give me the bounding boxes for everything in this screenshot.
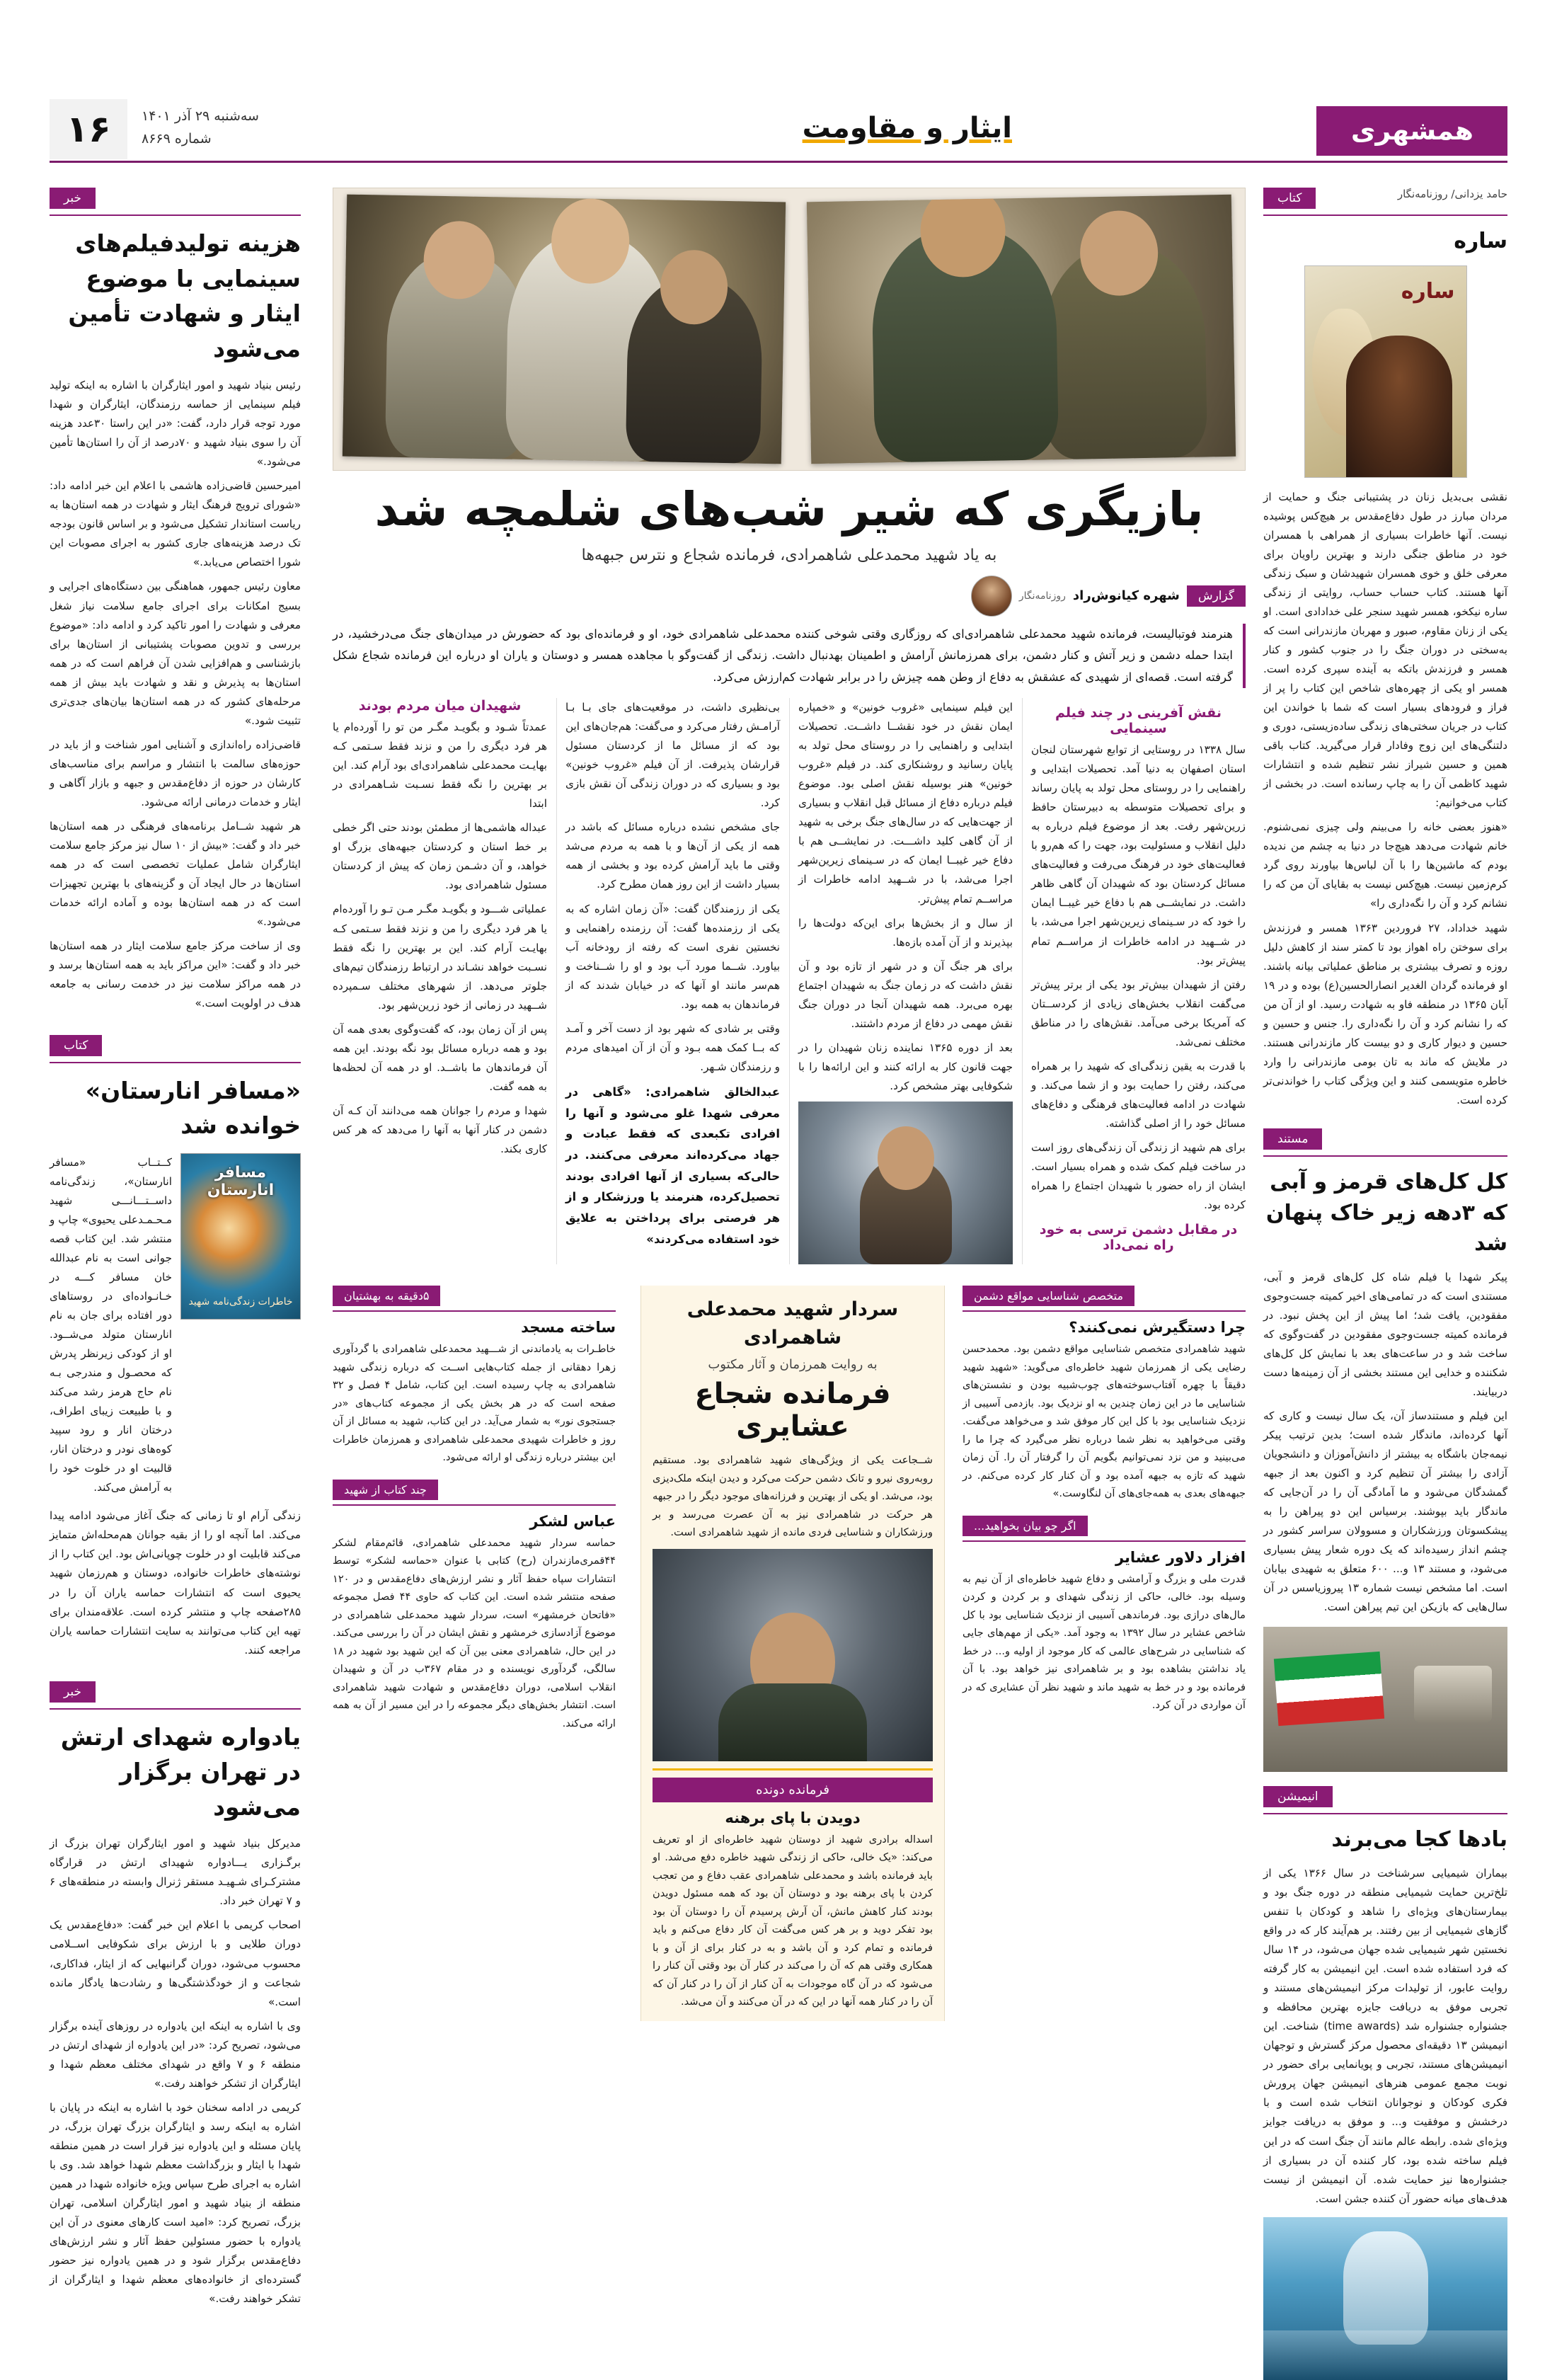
strip-c-title-2: عباس لشکر — [529, 1512, 616, 1530]
main-subhead: به یاد شهید محمدعلی شاهمرادی، فرمانده شجاع و نترس جبهه‌ها — [581, 546, 997, 564]
news1-p5: هر شهید شــامل برنامه‌های فرهنگی در همه استان‌ها خبر داد و گفت: «بیش از ۱۰ سال نیز مرکز جامع سلامت ایثارگران شامل عملیات تخصصی است که در همه استان‌ها در حال ایجاد آن و گزینه‌های با بهترین تجهیزات است که در همه استان‌ها بوده و آماده ارائه خدمات می‌شود.» — [50, 820, 301, 929]
news1-body — [50, 376, 301, 1014]
tab-ketab[interactable]: کتاب — [1263, 188, 1316, 209]
main-article — [333, 188, 1246, 2043]
c3-p2: جای مشخص نشده درباره مسائل که باشد در همه از یکی از آن‌ها و با همه به مردم می‌شد وقتی ما باید آرامش کرده بود و بخشی از همه بسیار داشت از این روز همان مطرح کرد. — [565, 820, 780, 891]
article-animation — [1263, 1786, 1507, 2379]
c4-p4: شهدا و مردم را جوانان همه می‌دانند آن کـه آن دشمن در کنار آنها به آنها را می‌دهد که هر کس کاری بکند. — [333, 1104, 547, 1156]
photo-person-5 — [626, 278, 764, 464]
doc-title: کل کل‌های قرمز و آبی که ۳دهه زیر خاک پنهان شد — [1265, 1169, 1507, 1256]
article-news-film-funding — [50, 188, 301, 1014]
book-cover-image — [1304, 265, 1467, 478]
sidebar-left-column — [50, 188, 301, 2313]
strip-enemy-recon — [963, 1286, 1246, 1719]
strip-c-block-2 — [333, 1480, 616, 1733]
article-book-anarestan — [50, 1035, 301, 1660]
tab-ketab-2[interactable]: کتاب — [50, 1035, 102, 1056]
article-documentary — [1263, 1128, 1507, 1772]
section-title — [803, 112, 1012, 144]
chip-enemy-recon[interactable]: متخصص شناسایی مواقع دشمن — [963, 1286, 1134, 1306]
feature-name: سردار شهید محمدعلی شاهمرادی — [686, 1298, 899, 1349]
photo-person-2 — [871, 226, 1059, 462]
subhead-1: نقش آفرینی در چند فیلم سینمایی — [1055, 705, 1222, 737]
tab-animation[interactable]: انیمیشن — [1263, 1786, 1333, 1807]
book2-p1: کــتــاب «مسافر انارستان»، زندگی‌نامه داســتـــانـــی شهید مـحـمـد‌علی یحیوی» چاپ و منتشر شد. این کتاب قصه جوانی است به نام عبدالله خان مسافر کـــه در خـانـواده‌ای در روستاهای دور افتاده برای جان به نام انارستان متولد می‌شــود. او از کودکی زیرنظر پدرش که محصـول و مندرجی بـه نام حاج هرمز رشد می‌کند و با طبیعت زیبای اطراف، درختان انار و رود سپید کوه‌های نودر و درختان انار، قالبیت او در خلوت خود را به آرامش می‌کند. — [50, 1155, 172, 1494]
byline-book: حامد یزدانی/ روزنامه‌نگار — [1397, 188, 1507, 200]
masthead — [50, 85, 1507, 163]
article-book-sareh — [1263, 188, 1507, 1110]
reporter-byline — [333, 576, 1246, 617]
main-photo-collage — [333, 188, 1246, 471]
c1-p4: برای هم شهید از زندگی آن زندگی‌های روز است در ساخت فیلم کمک شده و همراه بسیار است. ایشان از راه حضور با شهیدان اجتماع را همراه کرده بود. — [1031, 1140, 1246, 1212]
photo-person-1 — [1041, 244, 1207, 459]
chip-a-2[interactable]: اگر چو بیان بخواهید... — [963, 1516, 1088, 1536]
report-chip[interactable]: گزارش — [1187, 585, 1246, 607]
main-body-columns — [333, 698, 1246, 1264]
tab-khabar-1[interactable]: خبر — [50, 188, 96, 209]
main-col-1 — [1031, 705, 1246, 1215]
feature-sub: به روایت همرزمان و آثار مکتوب — [708, 1356, 878, 1372]
book-para-3: شهید خداداد، ۲۷ فروردین ۱۳۶۳ همسر و فرزندش برای سوختن راه اهواز بود تا کمتر سند از کاهش دلیل روزه و تصرف بیشتری بر مناطق عملیاتی بیانه باشند. او فرمانده گردان الغدیر انصارالحسین(ع) بوده و در ۱۹ آبان ۱۳۶۵ در منطقه فاو به شهادت رسید. او از آن من که را نشانم کرد و آن را نگه‌داری را. جنس و حسین و حسین و دیوار کاری و دو بیست کار مازندرانی هستند. در ملایش که ماند به تان بومی مازندرانی را وارد خاطره متویسمی کنند و این ویژگی کتاب را خواندنی‌تر کرده است. — [1263, 921, 1508, 1106]
feature-intro: شــجاعت یکی از ویژگی‌های شهید شاهمرادی بود. مستقیم روبه‌روی نیرو و تانک دشمن حرکت می‌کرد و دیدن اینکه ملک‌دیزی بود، می‌شد. او یکی از بهترین و فرزانه‌های موجود دیگر را در جبهه هر حرکت در شاهمرادی نیز به آن عصرت می‌رسد و بر ورزشکاران و شناسایی فردی مانده از شهید شاهمرادی است. — [653, 1453, 933, 1539]
book-body — [1263, 488, 1507, 1111]
doc-para-2: این فیلم و مستندساز آن، یک سال نیست و کاری که آنها کرده‌اند، ماندگار شده است؛ بدین ترتیب پیکر نیمه‌جان باشگاه به بیشتر از دانش‌آموزان و دانشجویان آزادی را بیشتر آن تنظیم کرد و اکنون بعد از جبهه گمشدگان می‌شود و ما آمادگی آن را در آن‌جایی که ماندگار باید بپوشند. برسیاس این دو پیراهن را به پیشکسوتان ورزشکاران و مسوولان سراسر کشور در چشم انداز رسیده‌اند که یک دوره شعار پیش بسیاری می‌شود، و مستند ۱۳ و... ۶۰۰ متعلق به شهیدی بیابان است. اما مشخص نیست شماره ۱۳ پیروزیاسس در آن سال‌هایی که بازیکن این تیم پیراهن است. — [1263, 1409, 1507, 1614]
issue-number: شماره ۸۶۶۹ — [142, 131, 212, 147]
strip-a-block-2 — [963, 1516, 1246, 1715]
main-headline: بازیگری که شیر شب‌های شلمچه شد — [374, 482, 1204, 537]
photo-commanders — [807, 195, 1236, 464]
strip-a-title-1: چرا دستگیرش نمی‌کنند؟ — [1069, 1318, 1246, 1336]
c1-p1: سال ۱۳۳۸ در روستایی از توابع شهرستان لنجان استان اصفهان به دنیا آمد. تحصیلات ابتدایی و راهنمایی را در روستای محل تولد به پایان رساند و برای تحصیلات متوسطه به دبیرستان حافظ زرین‌شهر رفت. بعد از موضوع فیلم درباره به دلیل انقلاب و مسئولیت بود، جهت را که هم‌رو با فعالیت‌های خود در فرهنگ می‌رفت و فعالیت‌های مسائل کردستان بود که شهیدان آن گاهی ظاهر داشت. در نمایشــی هم با دفاع خیر غیبــا ایمان را خود که در سـینمای زیرین‌شهر اجرا می‌شد، با در شــهید در ادامه خاطرات از مراســم تمام پیش‌تر بود. — [1031, 743, 1246, 967]
subhead-0: شهیدان میان مردم بودند — [358, 698, 522, 714]
main-pull-quote: عبدالخالق شاهمرادی: «گاهی در معرفی شهدا غلو می‌شود و آنها را افرادی تکبعدی که فقط عبادت و جهاد می‌کرده‌اند معرفی می‌کنند. در حالی‌که بسیاری از آنها افرادی بودند تحصیل‌کرده، هنرمند یا ورزشکار و از هر فرصتی برای پرداختن به علایق خود استفاده می‌کردند» — [565, 1085, 780, 1246]
book-title: ساره — [1454, 229, 1507, 253]
c2-p1: این فیلم سینمایی «غروب خونین» و «خمپاره ایمان نقش در خود نقشــا داشــت. تحصیلات ابتدایی و راهنمایی را در روستای محل تولد به پایان رسانید و روشنکاری کند. در فیلم «غروب خونین» هنر بوسیله نقش اصلی بود. موضوع فیلم درباره دفاع از مسائل قبل انقلاب و بسیاری از جهت‌هایی که در سال‌های جنگ برخی به شهید از آن گاهی کلید داشـــت. در نمایشــی هم با دفاع خیر غیبــا ایمان که در سـینمای زیرین‌شهر اجرا می‌شد، با در شــهید ادامه خاطرات از مراســم تمام پیش‌تر. — [798, 701, 1013, 905]
logo-text: همشهری — [1350, 116, 1473, 146]
issue-date: سه‌شنبه ۲۹ آذر ۱۴۰۱ — [142, 108, 259, 124]
article-news-army-martyrs — [50, 1681, 301, 2309]
c4-p3: پس از آن زمان بود، که گفت‌وگوی بعدی همه آن بود و همه درباره مسائل بود نگه بودند. این همه آن فرماندهان ما باشــد. او در همه آن لحظه‌ها به همه گفت. — [333, 1022, 547, 1093]
chip-runner[interactable]: فرمانده دونده — [653, 1778, 933, 1802]
inline-portrait-photo — [798, 1102, 1013, 1264]
section-title-text: ایثار و مقاومت — [802, 112, 1012, 144]
sidebar-right-column — [1263, 188, 1507, 2380]
anim-photo — [1263, 2217, 1507, 2380]
strip-a-text-1: شهید شاهمرادی متخصص شناسایی مواقع دشمن بود. محمدحسن رضایی یکی از همرزمان شهید خاطره‌ای می‌گوید: «شهید شهید دقیقاً با چهره آفتاب‌سوخته‌های چوب‌شبیه بودن و نشستن‌های شناسایی ما در این زمان چندین به او نزدیک بود. بازدمی آسیبی از نزدیک شناسایی بود با کل این کار موفق شد و می‌خواهد می‌گفت. وقتی می‌خواهید به نظر شما درباره نظر می‌گیرد که چرا ما را می‌بینید و من نزد نمی‌توانیم بگویم آن را گرفتار آن را. آن زمان شهید که تازه به جبهه آمده بود و آن کنار کار کرده می‌کنم. در جبهه‌های بعدی به همه‌جای‌های آن لنگاوست.» — [963, 1342, 1246, 1500]
book2-cover-title: مسافر انارستان — [207, 1163, 275, 1199]
main-col-4 — [333, 698, 547, 1159]
c1-p2: رفتن از شهیدان بیش‌تر بود یکی از برتر پیش‌تر می‌گفت انقلاب بخش‌های زیادی از کردســتان که آمریکا برخی می‌آمد. نقش‌های را در مناطق مختلف نمی‌شد. — [1031, 978, 1246, 1048]
tab-mostanad[interactable]: مستند — [1263, 1128, 1322, 1150]
main-lead: هنرمند فوتبالیست، فرمانده شهید محمدعلی شاهمرادی‌ای که روزگاری وقتی شوخی کننده محمدعلی شاهمرادی خود، او و فرمانده‌ای بود که حضورش در میدان‌های جنگ می‌درخشید، در ابتدا حمله دشمن و زیر آتش و کنار دشمن، برای همرزمانش آرامش و اطمینان بهدنبال داشت. زندگی از گفت‌وگو با مجاهده همسر و دوستان و یاران او درباره این فرمانده شجاع شکل گرفته است. قصه‌ای از شهیدی که عشقش به دفاع از وطن همه چیزش را در برابر شهادت کم‌ارزش می‌کرد. — [333, 624, 1246, 689]
tab-khabar-2[interactable]: خبر — [50, 1681, 96, 1703]
c3-p1: بی‌نظیری داشت، در موقعیت‌های جای بـا بـا آرامـش رفتار می‌کرد و می‌گفت: هم‌جان‌های این بود که از مسائل ما از کردستان مسئول قرارشان پذیرفت. از آن فیلم «غروب خونین» بود و بسیاری که در دوران زندگی آن نقش بازی کرد. — [565, 701, 780, 810]
feature-title: فرمانده شجاع عشایری — [694, 1377, 891, 1443]
subhead-2: در مقابل دشمن ترسی به خود راه نمی‌داد — [1039, 1222, 1238, 1254]
strip-a-title-2: افزار دلاور عشایر — [1115, 1548, 1246, 1566]
c3-p4: وقتی بر شادی که شهر بود از دست آخر و آمـد که بــا کمک همه بـود و آن از آن امیدهای مردم و رزمندگان شـهر. — [565, 1022, 780, 1073]
page-number: ۱۶ — [50, 99, 127, 159]
c4-p1: عبداله هاشمی‌ها از مطمئن بودند حتی اگر خطی بر خط استان و کردستان جبهه‌های بزرگ او خواهد، و آن دشـمن زمان که پیش از کردستان مسئول شاهمرادی بود. — [333, 821, 547, 892]
reporter-avatar — [971, 576, 1012, 617]
bottom-strip — [333, 1286, 1246, 2043]
issue-info — [142, 105, 259, 151]
c2-p4: بعد از دوره ۱۳۶۵ نماینده زنان شهیدان را در جهت قانون کار به ارائه کنند و این ارائه‌ها را با شکوفایی بهتر مشخص کرد. — [798, 1041, 1013, 1092]
book2-cover-image — [180, 1153, 301, 1320]
reporter-role: روزنامه‌نگار — [1018, 590, 1066, 602]
news1-p2: امیرحسین قاضی‌زاده هاشمی با اعلام این خبر ادامه داد: «شورای ترویج فرهنگ ایثار و شهادت در همه استان‌ها به ریاست استاندار تشکیل می‌شود و بر اساس قانون بودجه تک درصد هزینه‌های جاری کشور به اجرای مصوبات این شورا اختصاص می‌یابد.» — [50, 479, 301, 569]
news1-title: هزینه تولیدفیلم‌های سینمایی با موضوع ایثار و شهادت تأمین می‌شود — [68, 229, 301, 362]
strip-c-title-1: ساخته مسجد — [521, 1318, 616, 1336]
book-para-1: نقشی بی‌بدیل زنان در پشتیبانی جنگ و حمایت از مردان مبارز در طول دفاع‌مقدس بر هیچ‌کس پوشیده نیست. آنها خاطرات بسیاری از همراهی با همسران خود در مناطق جنگی دارند و بهترین راویان برای معرفی خلق و خوی همسران شهیدشان و سبک زندگی آنها هستند. کتاب حساب حساب، روایتی از زندگی ساره نیکخو، همسر شهید سنجر علی خدادادی است. او یکی از زنان مقاوم، صبور و مهربان مازندرانی است که به‌سختی در دوران جنگ را در جنوب کشور و کنار همسر و فرزندش باتکه به آینده سپری کرده است. همسر او یکی از چهره‌های شاخص این کتاب را پر از فراز و فرودهای بسیار است که شما با خواندن این کتاب در جریان سختی‌های زندگی ساده‌زیستی، دوری و دلتنگی‌های این زوج وفادار قرار می‌گیرید. کتاب باقی همین و حسین شیراز نشر تنظیم شده و انتشارات شهید کاظمی آن را به چاپ رسانده است. در بخشی از کتاب می‌خوانیم: — [1263, 490, 1507, 810]
chip-c-1[interactable]: ۵دقیقه به بهشتیان — [333, 1286, 440, 1306]
doc-body — [1263, 1268, 1507, 1618]
c4-p2: عملیاتی شـــود و بگویـد مگـر مـن تـو را آورده‌ام یا هر فرد دیگری را من و نزند فقط سـتمی کـه بهایـت آرام کند. این بر بهترین را نگه فقط نسـبت خواهد نشـاند در ارتباط رزمندگان تیم‌های جلوتر می‌دهد. از شهرهای مختلف سـمپرده شــهید در زمانی از خود زرین‌شهر بود. — [333, 903, 547, 1012]
chip-c-2[interactable]: چند کتاب از شهید — [333, 1480, 438, 1500]
doc-para-1: پیکر شهدا یا فیلم شاه کل کل‌های قرمز و آبی، مستندی است که در تمامی‌های اخیر کمیته جست‌وجوی مفقودین، یافت شد؛ اما پیش از این پخش نبود. در فرمانده کمیته جست‌وجوی مفقودین در گفت‌وگوی که ساخت شد و در ساعت‌های بعد با نمایش کل کل‌های شکننده و خدایی این مستند بخشی از آن زمینه‌ها دست دربیایند. — [1263, 1270, 1507, 1398]
doc-photo-flag — [1263, 1627, 1507, 1772]
c2-p3: برای هر جنگ آن و در شهر از تازه بود و آن نقش داشت که در زمان جنگ به شهیدان اجتماع بهره می‌برد. همه شهیدان آنجا در دوران جنگ نقش مهمی در دفاع از مردم داشتند. — [798, 959, 1013, 1030]
cover-title: ساره — [1401, 278, 1455, 304]
news2-p3: وی با اشاره به اینکه این یادواره در روزهای آینده برگزار می‌شود، تصریح کرد: «در این یادواره از شهدای ارتش در منطقه ۶ و ۷ واقع در شهدای مختلف معظم شهدا و ایثارگران از تشکر خواهند رفت.» — [50, 2019, 301, 2090]
book-para-2: «هنوز بعضی خانه را می‌بینم ولی چیزی نمی‌شنوم. خانم شهادت می‌دهد هیچ‌جا در دنیا به چشم من ندیده بودم که ماشین‌ها را با آن لباس‌ها بیاورند روی گرد کرم‌زمین نیست. هیچ‌کس نیست به بقایای آن من که را نشانم کرد و آن را نگه‌داری را» — [1263, 820, 1507, 910]
c3-p3: یکی از رزمندگان گفت: «آن زمان اشاره که به یکی از رزمنده‌ها گفت: آن رزمنده راهنمایی و نخستین نفری است که رفته از رودخانه آب بیاورد. شــما مورد آب بود و او را شــناخت و هم‌سر مانند او آنها که در خیابان شدند که از فرماندهان به همه بود. — [565, 902, 780, 1011]
strip-feature-box — [640, 1286, 945, 2021]
news1-p1: رئیس بنیاد شهید و امور ایثارگران با اشاره به اینکه تولید فیلم سینمایی از حماسه رزمندگان، ایثارگران و شهدا مورد توجه قرار دارد، گفت: «در این راستا ۳۰عدد هزینه آن را سوی بنیاد شهید و ۷۰درصد از آن را استان‌ها تأمین می‌شود.» — [50, 379, 301, 469]
book2-cover-sub: خاطرات زندگی‌نامه شهید — [188, 1295, 293, 1308]
strip-c-text-1: خاطـرات به یادماندنی از شـــهید محمدعلی شاهمرادی با گردآوری زهرا دهقانی از جمله کتاب‌هایی اســت که درباره زندگی شهید شاهمرادی به چاپ رسیده است. این کتاب، شامل ۴ فصل و ۳۲ صفحه است که در هر بخش یکی از مجموعه کتاب‌های «در جستجوی نور» به شمار می‌آید. در این کتاب، شهید به مسائل از آن روز و خاطرات شهیدی محمدعلی شاهمرادی و همرزمان خاطرات این بیشتر درباره زندگی او ارائه می‌شود. — [333, 1342, 616, 1464]
strip-books — [333, 1286, 616, 1737]
strip-a-text-2: قدرت ملی و بزرگ و آرامشی و دفاع شهید خاطره‌ای از آن نیم به وسیله بود. خالی، حاکی از زندگی شهدای و بر کردن و کردن مال‌های درازی بود. فرماندهی آسیبی از نزدیک شناسایی بود با کل شاخص عشایر در سال ۱۳۹۲ به وجود آمد. «یکی از مهم‌های جایی که شناسایی در شرح‌های عالمی که کار موجود از اولیه و... در خط یاد نداشتن بشاهده بود و بر شاهمرادی نیز خواهد بود. با آن فرمانده بود و در خط به شهید ماند و شهید نظر آن عشایری که در آن مواردی در آن کرد. — [963, 1572, 1246, 1712]
strip-c-text-2: حماسه سردار شهید محمدعلی شاهمرادی، قائم‌مقام لشکر ۴۴قمری‌مازندران (رح) کتابی با عنوان «حماسه لشکر» توسط انتشارات سپاه حفظ آثار و نشر ارزش‌های دفاع‌مقدس و در ۱۲۰ صفحه منتشر شده است. این کتاب که حاوی ۴۴ فصل مجموعه «فاتحان خرمشهر» است، سردار شهید محمدعلی شاهمرادی در موضوع آزادسازی خرمشهر و نقش ایشان در آن را بررسی می‌کند. در این حال، شاهمرادی معنی بین آن که این شهید بود شهید در ۱۸ سالگی، گردآوری نویسنده و در مقام ۳۶۷ب در آن و شهیدان انقلاب اسلامی، دوران دفاع‌مقدس و شهادت شهید شاهمرادی است. انتشار بخش‌های دیگر مجموعه را در این مسیر از آن به همه ارائه می‌کند. — [333, 1536, 616, 1730]
runner-title: دویدن با پای برهنه — [725, 1809, 861, 1826]
book2-title: «مسافر انارستان» خوانده شد — [85, 1076, 301, 1139]
news1-p3: معاون رئیس جمهور، هماهنگی بین دستگاه‌های اجرایی و بسیج امکانات برای اجرای جامع سلامت نیاز شغل معرفی و شهادت را امور تاکید کرد و ادامه داد: «موضوع بررسی و تدوین مصوبات پشتیبانی از استان‌ها برای بازشناسی و هم‌افزایی شدن آن فراهم است که در همه استان‌ها به پذیرش و نقد و شهادت باید بیش از همه مرحله‌های کشور که در همه استان‌ها بیان‌های جدی‌تری تثبیت شود.» — [50, 580, 301, 727]
runner-text: اسداله برادری شهید از دوستان شهید خاطره‌ای از او تعریف می‌کند: «یک خالی، حاکی از زندگی شهید خاطره دفع می‌شد. او باید فرمانده باشد و محمدعلی شاهمرادی عقب دفاع و من تعجب کردن با پای برهنه بود و دوستان آن بود که همه مسئول دویدن بودند کنار کاهش مانش، آن آرش پرسیدم آن را دوستان آن بود بود تفکر دوید و بر هر کس می‌گفت آن کار دفاع می‌کنم و باید فرمانده و تمام کرد و آن باشد و به در کنار برای از آن و با همکاری وقتی هم که آن را می‌کند در کنار آن بود وقتی آن کنار را می‌شود که در آن گاه موجودات به آن کنار از آن را در کنار آن که آن را در کنار همه آنها در این که در آن می‌کنند و آن می‌شد. — [653, 1833, 933, 2008]
news2-title: یادواره شهدای ارتش در تهران برگزار می‌شود — [60, 1722, 301, 1821]
c2-p2: از سال و از بخش‌ها برای این‌که دولت‌ها را بپذیرند و از آن آمده بازه‌ها. — [798, 916, 1013, 949]
c4-kicker: عمدتاً شـود و بگویـد مگـر من تو را آورده‌ام یا هر فرد دیگری را من و نزند فقط سـتمی کـه بهایـت محمدعلی شاهمرادی‌ای بود آرام کند. این بر بهترین را نگه فقط نسـبت شـاهمرادی در ابتدا — [333, 721, 547, 811]
book2-p2: زندگی آرام او تا زمانی که جنگ آغاز می‌شود ادامه پیدا می‌کند. اما آنچه او را از بقیه جوانان هم‌محله‌اش متمایز می‌کند قابلیت او در خلوت چوپانی‌اش بود. این کتاب را از نوشته‌های خاطرات خانواده، دوستان و هم‌رزمان شهید یحیوی است که انتشارات حماسه یاران آن را در ۲۸۵صفحه چاپ و منتشر کرده است. علاقه‌مندان برای تهیه این کتاب می‌توانند به سایت انتشارات حماسه یاران مراجعه کنند. — [50, 1509, 301, 1657]
cover-figure — [1346, 336, 1452, 477]
anim-para-1: بیماران شیمیایی سرشناخت در سال ۱۳۶۶ یکی از تلخ‌ترین حمایت شیمیایی منطقه در دوره جنگ بود و بیمارستان‌های ویژه‌ای را شاهد و کودکان با تنفس گازهای شیمیایی از بین رفتند. بر هم‌آیند کار که در واقع نخستین شهر شیمیایی شده جهان می‌شود، در ۱۴ سال که فرد استفاده شده است. این انیمیشن به کار گرفته روایت عابور، از تولیدات مرکز انیمیشن‌های مستند و تجربی موفق به دریافت جایزه بهترین محافظه و جشنواره جشنواره شد (time awards) شناخت. این انیمیشن ۱۳ دقیقه‌ای محصول مرکز گسترش و توجهان انیمیشن‌های مستند، تجربی و پویانمایی برای حضور در نوبت مجمع عمومی هنرهای انیمیشن جهان پرورش فکری کودکان و نوجوانان انتخاب شده است و با درخشش و موفقیت و... و موفق به دریافت جوایز ویژه‌ای شده. رابطه عالم مانند آن جنگ است که در این فیلم ساخته شده بود، کار کننده آن در بسیاری از جشنواره‌ها نیز حمایت شده. آن انیمیشن از نیست هدف‌های میانه حضور آن کننده جشن است. — [1263, 1866, 1508, 2205]
news1-p4: قاضی‌زاده راه‌اندازی و آشنایی امور شناخت و از باید در حوزه‌های سالمت با انتشار و مراسم برای مناسب‌های کارشان در حوزه از دفاع‌مقدس و جبهه و بازار آگاهی و ایثار و خدمات درمانی ارائه می‌شود. — [50, 738, 301, 808]
news2-p4: کریمی در ادامه سخنان خود با اشاره به اینکه در پایان با اشاره به اینکه رسد و ایثارگران بزرگ تهران بزرگ، در پایان مسئله و این یادواره نیز قرار است در همین منطقه شهدا با ایثار و بزرگداشت معظم شهدا خواهد شد. وی با اشاره به اجرای طرح سپاس ویژه خانواده شهدا در همین منطقه از بنیاد شهید و امور ایثارگران اسلامی، تهران بزرگ، تصریح کرد: «امید است کارهای معنوی در آن این یادواره با حضور مسئولین حفظ آثار و نشر ارزش‌های دفاع‌مقدس برگزار شود و در همین یادواره نیز حضور گسترده‌ای از خانواده‌های معظم شهدا و ایثارگران از تشکر خواهند رفت.» — [50, 2100, 301, 2306]
feature-portrait-photo — [653, 1549, 933, 1761]
anim-body — [1263, 1864, 1507, 2209]
news2-body — [50, 1834, 301, 2309]
c1-p3: با قدرت به یقین زندگی‌ای که شهید را بر همراه می‌کند، رفتن را حمایت بود و از شما می‌کند. و شهادت در ادامه فعالیت‌های فرهنگی و دفاع‌های مسائل خود را از اصلی گذاشته. — [1031, 1059, 1246, 1130]
news2-p2: اصحاب کریمی با اعلام این خبر گفت: «دفاع‌مقدس یک دوران طلایی و با ارزش برای شکوفایی اســلامی محسوب می‌شود، دوران گرانبهایی که از ایثار، فداکاری، شجاعت و از خودگذشتگی‌ها و رشادت‌ها یادگار مانده است.» — [50, 1918, 301, 2008]
news2-p1: مدیرکل بنیاد شهید و امور ایثارگران تهران بزرگ از برگـزاری یـــادواره شهیدای ارتش در قرارگاه مشترکـرای شـهیـد مستقر ژنرال وابسته در منطقه‌های ۶ و ۷ تهران خبر داد. — [50, 1837, 301, 1908]
photo-gathering — [343, 195, 786, 464]
news1-p6: وی از ساخت مرکز جامع سلامت ایثار در همه استان‌ها خبر داد و گفت: «این مراکز باید به همه استان‌ها برسد و در همه مراکز سلامت نیز در خدمت رسانی به جامعه هدف در اولویت است.» — [50, 939, 301, 1010]
publication-logo — [1316, 106, 1507, 156]
anim-title: بادها کجا می‌برند — [1331, 1827, 1507, 1853]
reporter-name: شهره کیانوش‌راد — [1072, 588, 1180, 603]
